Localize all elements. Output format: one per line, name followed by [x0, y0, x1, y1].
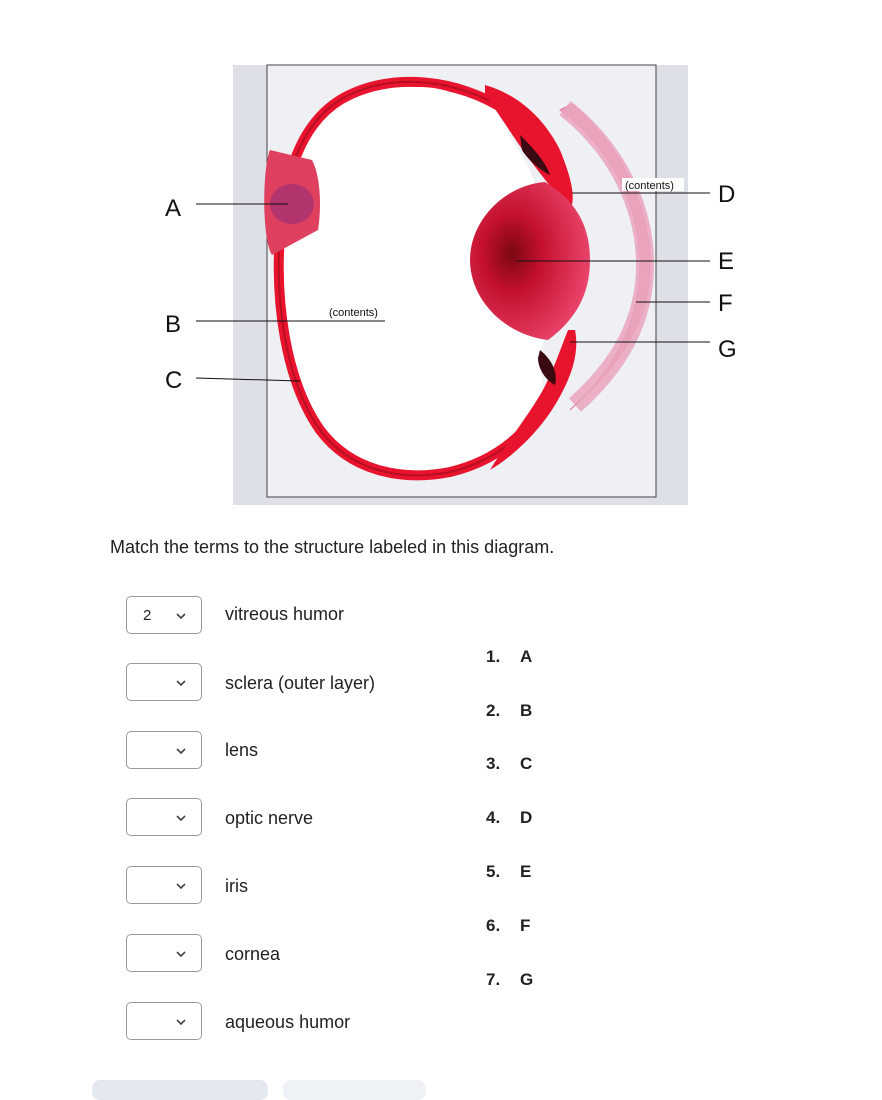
chevron-down-icon: [174, 744, 188, 758]
match-term: optic nerve: [225, 808, 314, 828]
answer-item: [486, 701, 532, 721]
match-term: vitreous humor: [225, 604, 345, 624]
match-select-1[interactable]: [126, 596, 202, 634]
match-select-5[interactable]: [126, 866, 202, 904]
match-term: cornea: [225, 944, 281, 964]
answer-letter: C: [520, 754, 533, 773]
match-term: iris: [225, 876, 248, 896]
answer-letter: B: [520, 701, 533, 720]
bottom-button-primary[interactable]: [92, 1080, 268, 1100]
answer-item: [486, 754, 532, 774]
contents-label-top: (contents): [625, 180, 674, 192]
answer-number: 4.: [486, 808, 501, 827]
answer-letter: E: [520, 862, 532, 881]
chevron-down-icon: [174, 676, 188, 690]
answer-number: 2.: [486, 701, 501, 720]
answer-letter: F: [520, 916, 531, 935]
match-term: aqueous humor: [225, 1012, 351, 1032]
bottom-button-secondary[interactable]: [283, 1080, 426, 1100]
answer-item: [486, 970, 533, 990]
match-term: lens: [225, 740, 259, 760]
chevron-down-icon: [174, 879, 188, 893]
match-select-3[interactable]: [126, 731, 202, 769]
match-select-6[interactable]: [126, 934, 202, 972]
answer-item: [486, 808, 532, 828]
eye-diagram: [0, 0, 882, 520]
chevron-down-icon: [174, 811, 188, 825]
answer-number: 6.: [486, 916, 501, 935]
question-instruction: Match the terms to the structure labeled in this diagram.: [110, 537, 555, 557]
label-g: G: [718, 336, 737, 363]
label-a: A: [165, 195, 182, 222]
answer-item: [486, 916, 530, 936]
match-term: sclera (outer layer): [225, 673, 376, 693]
match-select-value: 2: [143, 607, 152, 624]
answer-letter: A: [520, 647, 533, 666]
answer-letter: D: [520, 808, 533, 827]
chevron-down-icon: [174, 947, 188, 961]
answer-number: 1.: [486, 647, 501, 666]
match-select-7[interactable]: [126, 1002, 202, 1040]
label-f: F: [718, 290, 733, 317]
answer-number: 7.: [486, 970, 501, 989]
label-b: B: [165, 311, 182, 338]
chevron-down-icon: [174, 609, 188, 623]
answer-letter: G: [520, 970, 534, 989]
label-d: D: [718, 181, 736, 208]
answer-number: 5.: [486, 862, 501, 881]
match-select-2[interactable]: [126, 663, 202, 701]
contents-label-mid: (contents): [329, 307, 378, 319]
label-c: C: [165, 367, 183, 394]
match-select-4[interactable]: [126, 798, 202, 836]
answer-item: [486, 647, 532, 667]
chevron-down-icon: [174, 1015, 188, 1029]
label-e: E: [718, 248, 735, 275]
answer-item: [486, 862, 531, 882]
answer-number: 3.: [486, 754, 501, 773]
